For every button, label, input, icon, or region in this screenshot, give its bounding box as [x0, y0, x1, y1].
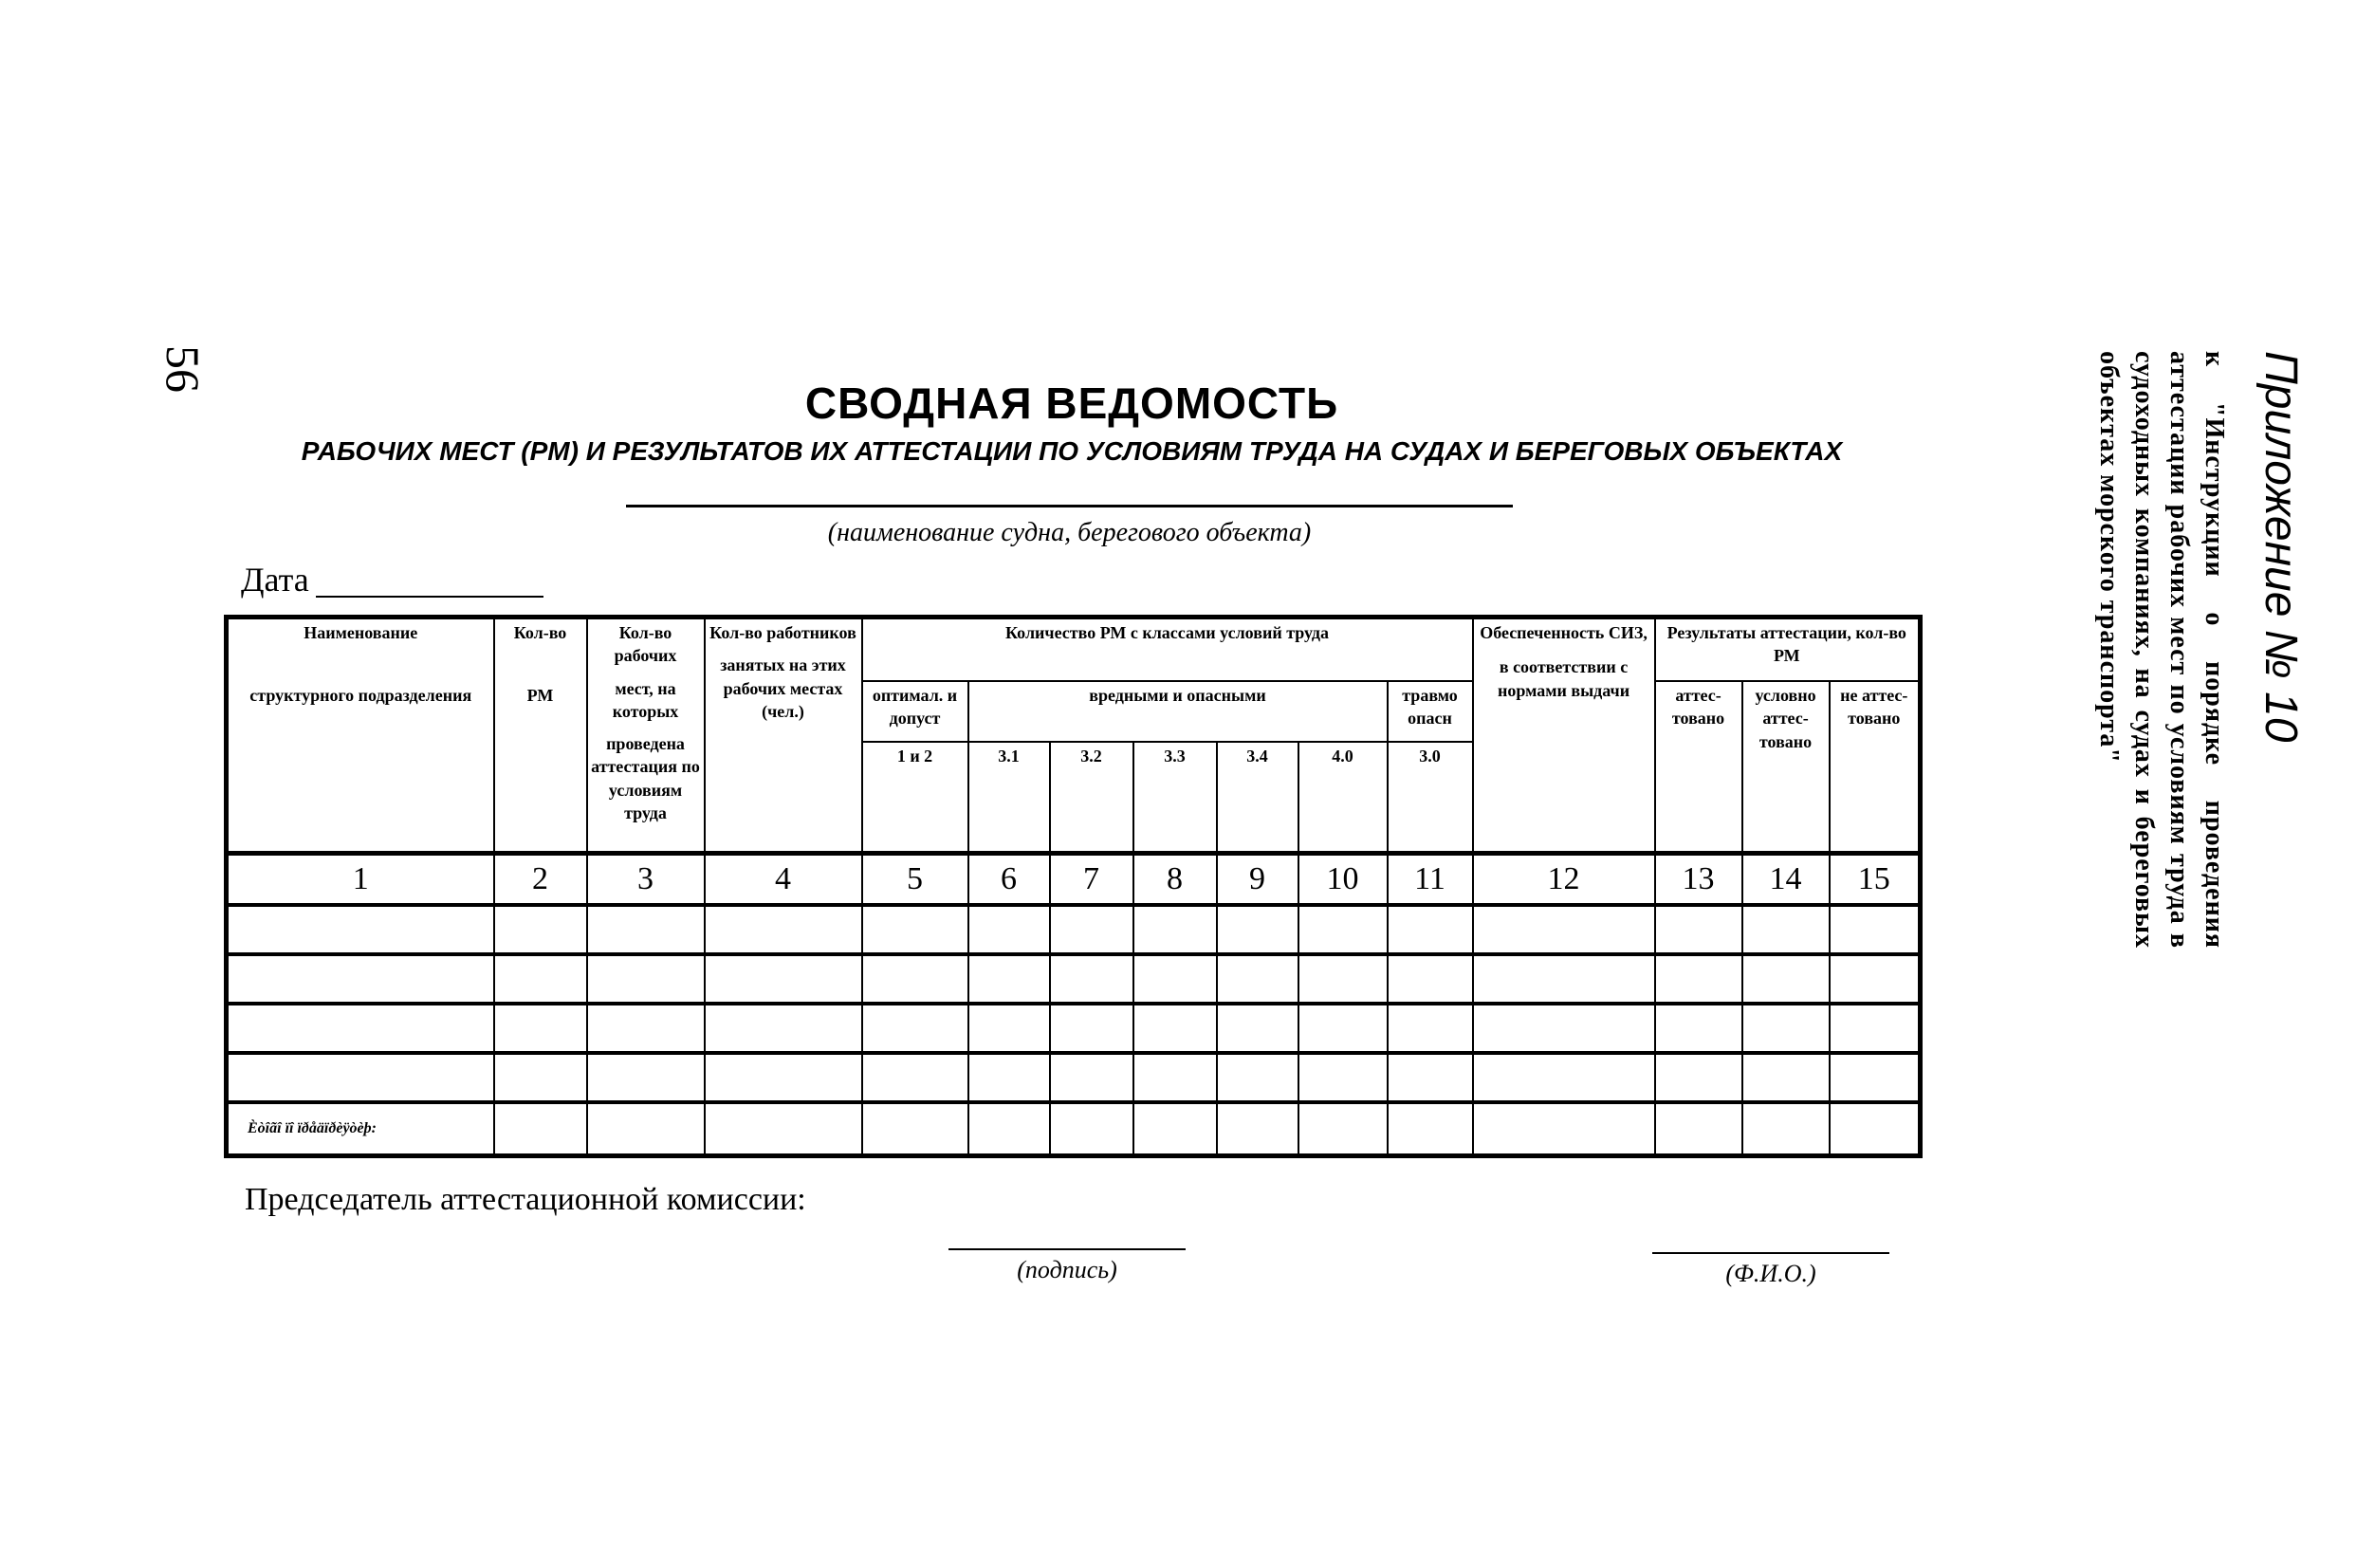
table-cell[interactable]: [1830, 1102, 1921, 1156]
table-cell[interactable]: [1388, 1053, 1473, 1102]
header-class-3-4: 3.4: [1217, 742, 1298, 854]
header-row-1: [227, 618, 1921, 682]
header-attested: аттес-товано: [1655, 681, 1742, 854]
appendix-text: к "Инструкции о порядке проведения аттестации рабочих мест по условиям труда в судоходных компаниях, на судах и береговых объектах морского транспорта": [2094, 351, 2229, 949]
column-number: 9: [1217, 854, 1298, 906]
table-cell[interactable]: [1473, 1053, 1655, 1102]
table-cell[interactable]: [494, 1004, 587, 1053]
table-cell[interactable]: [1298, 1004, 1388, 1053]
table-cell[interactable]: [968, 954, 1050, 1004]
header-traumatic: травмо опасн: [1388, 681, 1473, 742]
table-cell[interactable]: [1133, 1004, 1217, 1053]
column-number: 13: [1655, 854, 1742, 906]
column-number: 1: [227, 854, 494, 906]
full-name-field[interactable]: [1652, 1252, 1889, 1254]
header-attestation-results: Результаты аттестации, кол-во РМ: [1655, 618, 1921, 682]
table-cell[interactable]: [1655, 1102, 1742, 1156]
table-cell[interactable]: [1133, 1053, 1217, 1102]
table-row: [227, 954, 1921, 1004]
table-cell[interactable]: [862, 954, 968, 1004]
header-qty-rm: [494, 618, 587, 854]
header-text: РМ: [526, 686, 554, 706]
table-cell[interactable]: [862, 905, 968, 954]
table-cell[interactable]: [1830, 1004, 1921, 1053]
column-number: 5: [862, 854, 968, 906]
header-text: проведена аттестация по условиям труда: [591, 734, 700, 823]
header-class-4-0: 4.0: [1298, 742, 1388, 854]
signature-field[interactable]: [948, 1248, 1186, 1250]
table-cell[interactable]: [494, 905, 587, 954]
column-number: 15: [1830, 854, 1921, 906]
full-name-caption: (Ф.И.О.): [1725, 1260, 1816, 1287]
table-cell[interactable]: [968, 1053, 1050, 1102]
header-work-condition-classes: Количество РМ с классами условий труда: [862, 618, 1473, 682]
table-cell[interactable]: [1742, 1053, 1830, 1102]
table-cell[interactable]: [1217, 1102, 1298, 1156]
header-ppe-provision: [1473, 618, 1655, 854]
column-number: 4: [705, 854, 862, 906]
column-number: 3: [587, 854, 705, 906]
table-cell[interactable]: [862, 1004, 968, 1053]
column-numbers-row: [227, 854, 1921, 906]
table-cell[interactable]: [1655, 1004, 1742, 1053]
table-cell[interactable]: [1217, 954, 1298, 1004]
table-cell[interactable]: [1298, 1053, 1388, 1102]
table-cell[interactable]: [968, 905, 1050, 954]
document-subtitle: РАБОЧИХ МЕСТ (РМ) И РЕЗУЛЬТАТОВ ИХ АТТЕСТАЦИИ ПО УСЛОВИЯМ ТРУДА НА СУДАХ И БЕРЕГОВЫХ ОБЪЕКТАХ: [301, 436, 1843, 466]
table-cell[interactable]: [1742, 1004, 1830, 1053]
header-class-1-2: 1 и 2: [862, 742, 968, 854]
column-number: 14: [1742, 854, 1830, 906]
table-cell[interactable]: [1050, 1053, 1133, 1102]
signature-caption: (подпись): [1017, 1256, 1117, 1283]
header-text: мест, на которых: [612, 678, 679, 721]
header-class-3-1: 3.1: [968, 742, 1050, 854]
table-cell[interactable]: [1133, 905, 1217, 954]
column-number: 11: [1388, 854, 1473, 906]
table-cell[interactable]: [1050, 954, 1133, 1004]
table-cell[interactable]: [1298, 1102, 1388, 1156]
table-cell[interactable]: [587, 1053, 705, 1102]
header-text: Наименование: [304, 623, 418, 642]
table-cell[interactable]: [1388, 1102, 1473, 1156]
table-cell[interactable]: [862, 1102, 968, 1156]
table-cell[interactable]: [227, 954, 494, 1004]
commission-chair-label: Председатель аттестационной комиссии:: [245, 1182, 806, 1217]
table-cell[interactable]: [1655, 954, 1742, 1004]
object-name-line[interactable]: [626, 505, 1513, 507]
table-cell[interactable]: [1298, 954, 1388, 1004]
table-cell[interactable]: [968, 1102, 1050, 1156]
table-row: [227, 905, 1921, 954]
table-cell[interactable]: [1655, 905, 1742, 954]
table-cell[interactable]: [1298, 905, 1388, 954]
table-cell[interactable]: [705, 905, 862, 954]
table-cell[interactable]: [1050, 1004, 1133, 1053]
table-cell[interactable]: [494, 1102, 587, 1156]
table-cell[interactable]: [1473, 1004, 1655, 1053]
column-number: 8: [1133, 854, 1217, 906]
header-harmful: вредными и опасными: [968, 681, 1388, 742]
table-cell[interactable]: [1388, 1004, 1473, 1053]
header-optimal: оптимал. и допуст: [862, 681, 968, 742]
header-conditionally-attested: условно аттес-товано: [1742, 681, 1830, 854]
table-cell[interactable]: [968, 1004, 1050, 1053]
header-class-3-3: 3.3: [1133, 742, 1217, 854]
table-cell[interactable]: [227, 1004, 494, 1053]
column-number: 10: [1298, 854, 1388, 906]
table-cell[interactable]: [587, 954, 705, 1004]
table-cell[interactable]: [705, 954, 862, 1004]
header-attested-places: [587, 618, 705, 854]
column-number: 6: [968, 854, 1050, 906]
table-row: [227, 1004, 1921, 1053]
summary-table-wrapper: [224, 615, 1918, 1158]
table-cell[interactable]: [1388, 954, 1473, 1004]
column-number: 12: [1473, 854, 1655, 906]
table-cell[interactable]: [1217, 1053, 1298, 1102]
table-cell[interactable]: [1830, 905, 1921, 954]
header-not-attested: не аттес-товано: [1830, 681, 1921, 854]
table-cell[interactable]: [587, 905, 705, 954]
table-cell[interactable]: [1830, 1053, 1921, 1102]
column-number: 7: [1050, 854, 1133, 906]
table-cell[interactable]: [1742, 1102, 1830, 1156]
summary-table: [224, 615, 1923, 1158]
header-text: структурного подразделения: [249, 686, 472, 706]
header-text: в соответствии с нормами выдачи: [1498, 657, 1630, 700]
header-text: Кол-во работников: [709, 623, 856, 642]
appendix-block: [1965, 351, 2307, 949]
table-cell[interactable]: [1388, 905, 1473, 954]
header-class-3-2: 3.2: [1050, 742, 1133, 854]
total-label: Èòîãî ïî ïðåäïðèÿòèþ:: [227, 1102, 494, 1156]
table-cell[interactable]: [862, 1053, 968, 1102]
column-number: 2: [494, 854, 587, 906]
table-cell[interactable]: [227, 1053, 494, 1102]
table-cell[interactable]: [1473, 1102, 1655, 1156]
date-field[interactable]: [316, 596, 543, 598]
table-cell[interactable]: [494, 1053, 587, 1102]
appendix-title: Приложение № 10: [2255, 351, 2306, 743]
table-cell[interactable]: [705, 1053, 862, 1102]
table-cell[interactable]: [1133, 954, 1217, 1004]
table-cell[interactable]: [227, 905, 494, 954]
header-class-3-0: 3.0: [1388, 742, 1473, 854]
table-cell[interactable]: [494, 954, 587, 1004]
total-row: [227, 1102, 1921, 1156]
table-cell[interactable]: [587, 1102, 705, 1156]
header-text: Кол-во: [513, 623, 567, 642]
table-cell[interactable]: [1473, 954, 1655, 1004]
page-number: 56: [156, 345, 210, 393]
document-title: СВОДНАЯ ВЕДОМОСТЬ: [804, 378, 1339, 428]
header-workers: [705, 618, 862, 854]
table-cell[interactable]: [1473, 905, 1655, 954]
table-cell[interactable]: [1050, 905, 1133, 954]
table-cell[interactable]: [705, 1102, 862, 1156]
header-text: Обеспеченность СИЗ,: [1480, 623, 1648, 642]
table-cell[interactable]: [1655, 1053, 1742, 1102]
table-cell[interactable]: [1217, 1004, 1298, 1053]
header-text: Кол-во рабочих: [614, 623, 677, 666]
header-text: занятых на этих рабочих местах (чел.): [720, 655, 846, 721]
table-cell[interactable]: [587, 1004, 705, 1053]
table-cell[interactable]: [1217, 905, 1298, 954]
table-cell[interactable]: [1830, 954, 1921, 1004]
date-label: Дата: [241, 561, 309, 599]
table-cell[interactable]: [705, 1004, 862, 1053]
table-cell[interactable]: [1050, 1102, 1133, 1156]
header-structural-unit: [227, 618, 494, 854]
table-row: [227, 1053, 1921, 1102]
table-cell[interactable]: [1742, 905, 1830, 954]
object-name-caption: (наименование судна, берегового объекта): [827, 518, 1312, 547]
table-cell[interactable]: [1133, 1102, 1217, 1156]
table-cell[interactable]: [1742, 954, 1830, 1004]
